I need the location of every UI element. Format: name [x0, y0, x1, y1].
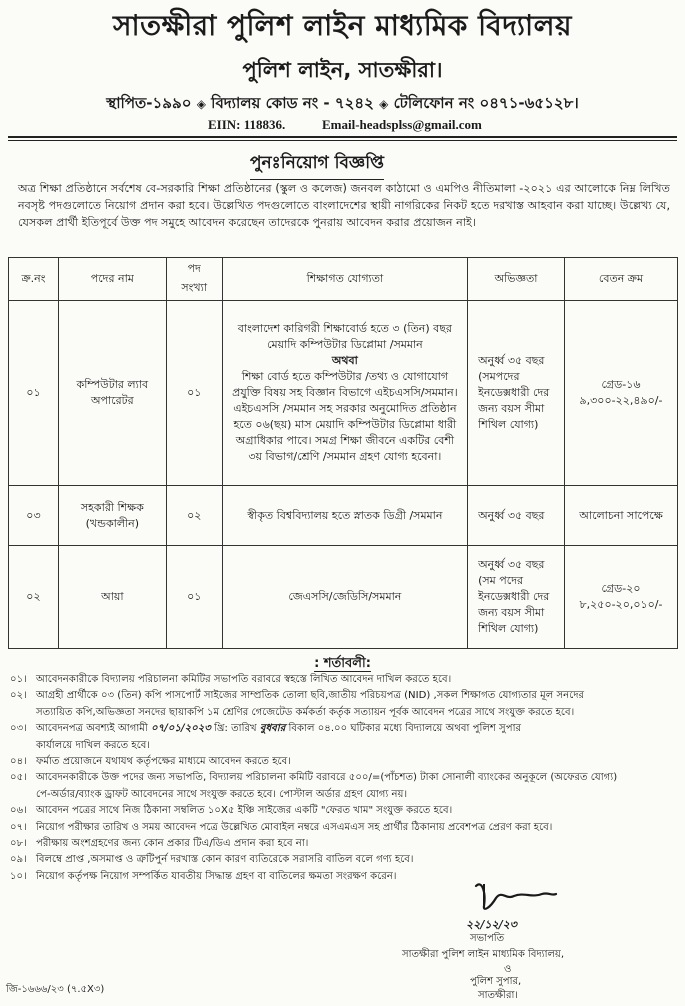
condition-number: ০৩।: [10, 723, 27, 735]
row-post: [58, 486, 166, 546]
conditions-title-text: : শর্তাবলী:: [314, 656, 371, 671]
row-serial: ০২: [9, 546, 59, 649]
header-count-line1: পদ: [187, 262, 201, 275]
condition-text: বিলম্বে প্রাপ্ত ,অসমাপ্ত ও ত্রুটিপুর্ন দরখাস্ত কোন কারণ ব্যতিরেকে সরাসরি বাতিল বলে গণ্য হবে।: [36, 854, 414, 866]
signature-and: ও: [504, 964, 512, 975]
row-post: আয়া: [58, 546, 166, 649]
post-line1: কম্পিউটার ল্যাব: [76, 378, 149, 391]
condition-item: [10, 770, 678, 786]
post-line2: অপারেটর: [90, 394, 134, 407]
header-serial: ক্র.নং: [9, 258, 59, 301]
signature-role: সভাপতি: [470, 933, 505, 944]
header-count: [166, 258, 222, 301]
row-salary: [565, 301, 678, 486]
salary-scale: ৯,৩০০-২২,৪৯০/-: [579, 394, 663, 407]
condition-item: [10, 820, 678, 836]
row-qualification: স্বীকৃত বিশ্ববিদ্যালয় হতে স্নাতক ডিগ্রী /সমমান: [222, 486, 467, 546]
condition-text-before: আবেদনপত্র অবশ্যই আগামী: [36, 723, 148, 735]
handwritten-date: ০৭/০১/২০২৩: [151, 723, 211, 735]
condition-continuation: পে-অর্ডার/ব্যাংক ড্রাফট আবেদনের সাথে সংযুক্ত করতে হবে। পোস্টাল অর্ডার গ্রহণ যোগ্য নয়।: [36, 788, 408, 800]
row-post: [58, 301, 166, 486]
condition-text: আগ্রহী প্রার্থীকে ০৩ (তিন) কপি পাসপোর্ট সাইজের সাম্প্রতিক তোলা ছবি,জাতীয় পরিচয়পত্র (NID) ,সকল শিক্ষাগত যোগ্যতার মূল সনদের: [36, 690, 585, 702]
condition-item: [10, 721, 678, 737]
salary-grade: গ্রেড-২০: [601, 582, 641, 595]
established-year: স্থাপিত-১৯৯০: [106, 94, 192, 112]
header-post: পদের নাম: [58, 258, 166, 301]
condition-number: ০৯।: [10, 854, 27, 866]
signature-sp: পুলিশ সুপার,: [470, 976, 522, 987]
signature-place: সাতক্ষীরা।: [478, 990, 518, 1001]
salary-grade: গ্রেড-১৬: [601, 378, 641, 391]
header-experience: অভিজ্ঞতা: [468, 258, 565, 301]
condition-text: আবেদন পত্রের সাথে নিজ ঠিকানা সম্বলিত ১০X৫ ইঞ্চি সাইজের একটি "ফেরত খাম" সংযুক্ত করতে হবে।: [36, 805, 453, 817]
condition-text-mid: খ্রি: তারিখ: [214, 723, 257, 735]
row-serial: ০৩: [9, 486, 59, 546]
condition-item: [10, 672, 678, 688]
condition-number: ০৪।: [10, 756, 27, 768]
row-qualification: জেএসসি/জেডিসি/সমমান: [222, 546, 467, 649]
row-salary: আলোচনা সাপেক্ষে: [565, 486, 678, 546]
condition-text: আবেদনকারীকে বিদ্যালয় পরিচালনা কমিটির সভাপতি বরাবরে স্বহস্তে লিখিত আবেদন দাখিল করতে হবে।: [36, 674, 452, 685]
diamond-icon: ◈: [379, 97, 389, 111]
notice-intro: অত্র শিক্ষা প্রতিষ্ঠানে সর্বশেষ বে-সরকারি শিক্ষা প্রতিষ্ঠানের (স্কুল ও কলেজ) জনবল কাঠামো ও এমপিও নীতিমালা -২০২১ এর আলোকে নিম্ন লিখিত নবসৃষ্ট পদগুলোতে নিয়োগ প্রদান করা হবে। উল্লেখিত পদগুলোতে বাংলাদেশের স্থায়ী নাগরিকের নিকট হতে দরখাস্ত আহবান করা যাচ্ছে। উল্লেখ্য যে, যেসকল প্রার্থী ইতিপূর্বে উক্ত পদ সমুহে আবেদন করেছেন তাদেরকে পুনরায় আবেদন করার প্রয়োজন নাই।: [18, 182, 670, 229]
post-line2: (খন্ডকালীন): [85, 516, 140, 530]
condition-number: ০২।: [10, 690, 27, 702]
row-serial: ০১: [9, 301, 59, 486]
row-count: ০১: [166, 546, 222, 649]
school-name: সাতক্ষীরা পুলিশ লাইন মাধ্যমিক বিদ্যালয়: [112, 9, 573, 42]
condition-continuation: কার্যালয়ে দাখিল করতে হবে।: [36, 739, 150, 751]
table-row: [9, 486, 678, 546]
condition-item: [10, 754, 678, 770]
condition-text: [36, 721, 678, 737]
conditions-list: [10, 672, 678, 885]
condition-text: আবেদনকারীকে উক্ত পদের জন্য সভাপতি, বিদ্যালয় পরিচালনা কমিটি বরাবরে ৫০০/=(পাঁচশত) টাকা সোনালী ব্যাংকের অনুকূলে (অফেরত যোগ্য): [36, 772, 618, 784]
row-experience: অনুর্ধ্ব ৩৫ বছর: [468, 486, 565, 546]
qualification-or: অথবা: [331, 354, 358, 367]
condition-item: [10, 852, 678, 868]
condition-item: [10, 803, 678, 819]
qualification-part1: বাংলাদেশ কারিগরী শিক্ষাবোর্ড হতে ৩ (তিন) বছর মেয়াদি কম্পিউটার ডিপ্লোমা /সমমান: [237, 322, 452, 351]
diamond-icon: ◈: [196, 97, 206, 111]
row-count: ০২: [166, 486, 222, 546]
qualification-part2: শিক্ষা বোর্ড হতে কম্পিউটার /তথ্য ও যোগাযোগ প্রযুক্তি বিষয় সহ বিজ্ঞান বিভাগে এইচএসসি/সমমান। এইচএসসি /সমমান সহ সরকার অনুমোদিত প্রতিষ্ঠান হতে ০৬(ছয়) মাস মেয়াদি কম্পিউটার ডিপ্লোমা ধারী অগ্রাধিকার পাবে। সমগ্র শিক্ষা জীবনে একটির বেশী ৩য় বিভাগ/শ্রেণি /সমমান গ্রহণ যোগ্য হবেনা।: [232, 370, 458, 463]
condition-continuation: সত্যায়িত কপি,অভিজ্ঞতা সনদের ছায়াকপি ১ম শ্রেণির গেজেটেড কর্মকর্তা কর্তৃক সত্যায়ন পূর্বক আবেদন পত্রের সাথে সংযুক্ত করতে হবে।: [36, 706, 575, 718]
row-qualification: [222, 301, 467, 486]
salary-scale: ৮,২৫০-২০,০১০/-: [579, 598, 663, 611]
school-info-line: [0, 92, 685, 117]
condition-number: ০৮।: [10, 838, 27, 850]
condition-item: [10, 836, 678, 852]
posts-table: [8, 257, 678, 649]
row-count: ০১: [166, 301, 222, 486]
condition-number: ০৬।: [10, 805, 27, 817]
eiin-number: EIIN: 118836.: [208, 117, 286, 132]
handwritten-day: বুধবার: [259, 723, 286, 735]
header-count-line2: সংখ্যা: [181, 281, 208, 294]
table-row: [9, 546, 678, 649]
header-salary: বেতন ক্রম: [565, 258, 678, 301]
signature-school: সাতক্ষীরা পুলিশ লাইন মাধ্যমিক বিদ্যালয়,: [402, 949, 564, 960]
condition-number: ০৭।: [10, 821, 27, 833]
signature-date: ২২/১২/২৩: [466, 918, 517, 931]
condition-item: [10, 869, 678, 885]
condition-text: নিয়োগ কর্তৃপক্ষ নিয়োগ সম্পর্কিত যাবতীয় সিদ্ধান্ত গ্রহণ বা বাতিলের ক্ষমতা সংরক্ষণ করেন।: [36, 870, 397, 882]
header-divider: [8, 136, 677, 138]
email-address: Email-headsplss@gmail.com: [322, 117, 482, 132]
school-code: বিদ্যালয় কোড নং - ৭২৪২: [211, 94, 374, 112]
table-header-row: [9, 258, 678, 301]
school-address: পুলিশ লাইন, সাতক্ষীরা।: [242, 58, 443, 82]
signature-mark: [470, 878, 560, 914]
condition-text: ফর্মাত প্রয়োজনে যথাযথ কর্তৃপক্ষের মাধ্যমে আবেদন করতে হবে।: [36, 756, 291, 768]
header-divider: [8, 140, 677, 141]
table-row: [9, 301, 678, 486]
condition-text-after: বিকাল ০৪.০০ ঘটিকার মধ্যে বিদ্যালয়ে অথবা পুলিশ সুপার: [288, 723, 522, 735]
condition-number: ০৫।: [10, 772, 27, 784]
row-experience: অনুর্ধ্ব ৩৫ বছর (সম পদের ইনডেক্সধারী দের জন্য বয়স সীমা শিথিল যোগ্য): [468, 546, 565, 649]
post-line1: সহকারী শিক্ষক: [80, 500, 144, 514]
notice-title: পুনঃনিয়োগ বিজ্ঞপ্তি: [250, 150, 384, 180]
condition-number: ১০।: [10, 870, 27, 882]
row-salary: [565, 546, 678, 649]
condition-number: ০১।: [10, 674, 27, 685]
header-qualification: শিক্ষাগত যোগ্যতা: [222, 258, 467, 301]
reference-number: জি-১৬৬৬/২৩ (৭.৫X৩): [6, 984, 105, 995]
condition-text: নিয়োগ পরীক্ষার তারিখ ও সময় আবেদন পত্রে উল্লেখিত মোবাইল নম্বরে এসএমএস সহ প্রার্থীর ঠিকানায় প্রবেশপত্র প্রেরণ করা হবে।: [36, 821, 553, 833]
condition-item: [10, 688, 678, 704]
condition-text: পরীক্ষায় অংশগ্রহণের জন্য কোন প্রকার টিএ/ডিএ প্রদান করা হবে না।: [36, 838, 309, 850]
telephone: টেলিফোন নং ০৪৭১-৬৫১২৮।: [393, 94, 579, 112]
row-experience: অনুর্ধ্ব ৩৫ বছর (সমপদের ইনডেক্সধারী দের জন্য বয়স সীমা শিথিল যোগ্য): [468, 301, 565, 486]
